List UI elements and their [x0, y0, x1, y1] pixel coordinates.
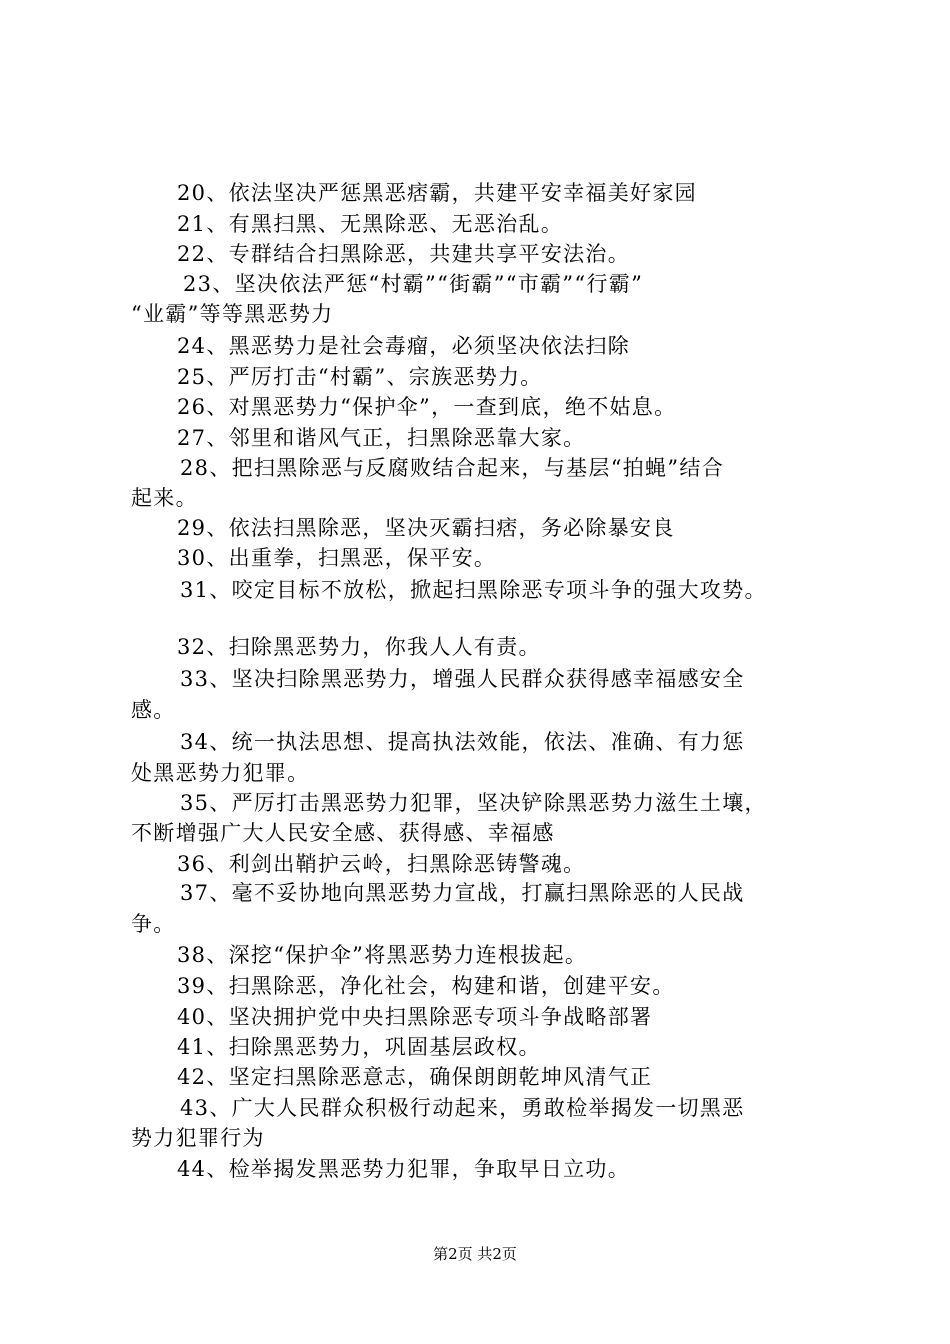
- slogan-line: 38、深挖“保护伞”将黑恶势力连根拔起。: [177, 943, 588, 967]
- slogan-line: 31、咬定目标不放松，掀起扫黑除恶专项斗争的强大攻势。: [180, 578, 767, 602]
- slogan-line: 37、毫不妥协地向黑恶势力宣战，打赢扫黑除恶的人民战: [180, 881, 745, 905]
- slogan-line: 25、严厉打击“村霸”、宗族恶势力。: [177, 365, 543, 389]
- slogan-line: 起来。: [131, 486, 198, 510]
- slogan-line: 32、扫除黑恶势力，你我人人有责。: [177, 635, 541, 659]
- slogan-line: 势力犯罪行为: [131, 1126, 265, 1150]
- slogan-line: 33、坚决扫除黑恶势力，增强人民群众获得感幸福感安全: [180, 667, 745, 691]
- slogan-line: 处黑恶势力犯罪。: [131, 761, 310, 785]
- slogan-line: 34、统一执法思想、提高执法效能，依法、准确、有力惩: [180, 730, 745, 754]
- slogan-line: 争。: [131, 912, 176, 936]
- slogan-line: 感。: [131, 698, 176, 722]
- slogan-line: 30、出重拳，扫黑恶，保平安。: [177, 546, 497, 570]
- slogan-line: 36、利剑出鞘护云岭，扫黑除恶铸警魂。: [177, 852, 586, 876]
- slogan-line: 26、对黑恶势力“保护伞”，一查到底，绝不姑息。: [177, 395, 677, 419]
- slogan-line: 24、黑恶势力是社会毒瘤，必须坚决依法扫除: [177, 334, 631, 358]
- slogan-line: 42、坚定扫黑除恶意志，确保朗朗乾坤风清气正: [177, 1065, 653, 1089]
- slogan-line: 40、坚决拥护党中央扫黑除恶专项斗争战略部署: [177, 1005, 653, 1029]
- slogan-line: “业霸”等等黑恶势力: [131, 302, 334, 326]
- slogan-line: 23、坚决依法严惩“村霸”“街霸”“市霸”“行霸”: [183, 272, 644, 296]
- slogan-line: 28、把扫黑除恶与反腐败结合起来，与基层“拍蝇”结合: [180, 456, 724, 480]
- slogan-line: 29、依法扫黑除恶，坚决灭霸扫痞，务必除暴安良: [177, 516, 675, 540]
- slogan-line: 不断增强广大人民安全感、获得感、幸福感: [131, 821, 555, 845]
- slogan-line: 35、严厉打击黑恶势力犯罪，坚决铲除黑恶势力滋生土壤，: [180, 791, 767, 815]
- slogan-line: 39、扫黑除恶，净化社会，构建和谐，创建平安。: [177, 974, 675, 998]
- slogan-line: 20、依法坚决严惩黑恶痞霸，共建平安幸福美好家园: [177, 181, 697, 205]
- page-footer: 第2页 共2页: [433, 1245, 517, 1263]
- slogan-line: 44、检举揭发黑恶势力犯罪，争取早日立功。: [177, 1157, 631, 1181]
- slogan-line: 43、广大人民群众积极行动起来，勇敢检举揭发一切黑恶: [180, 1096, 745, 1120]
- slogan-line: 41、扫除黑恶势力，巩固基层政权。: [177, 1035, 541, 1059]
- slogan-line: 22、专群结合扫黑除恶，共建共享平安法治。: [177, 242, 631, 266]
- slogan-line: 21、有黑扫黑、无黑除恶、无恶治乱。: [177, 212, 564, 236]
- slogan-line: 27、邻里和谐风气正，扫黑除恶靠大家。: [177, 426, 586, 450]
